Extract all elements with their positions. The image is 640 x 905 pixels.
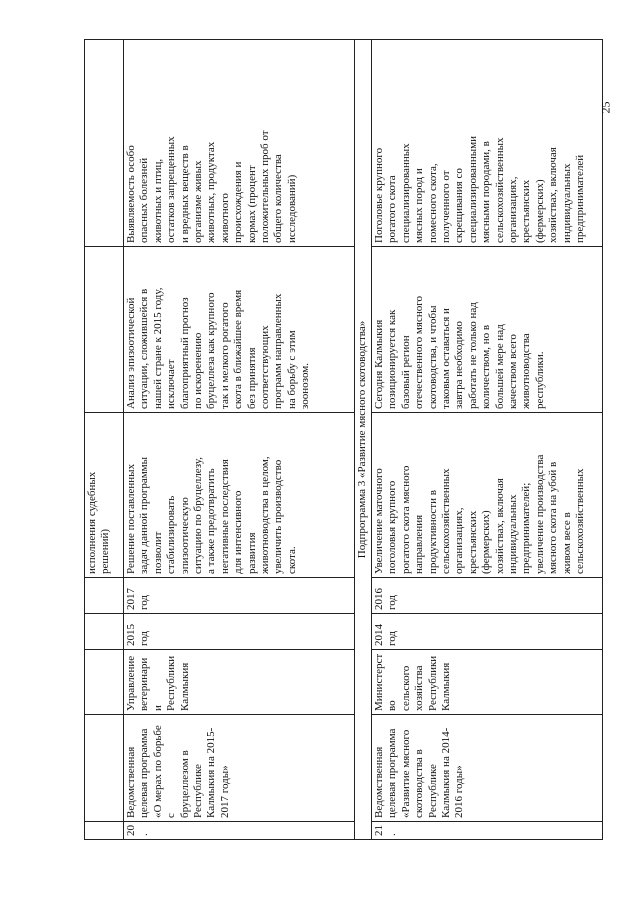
program-table bbox=[84, 39, 603, 840]
executor: Министерство сельского хозяйства Республики Калмыкия bbox=[372, 650, 603, 715]
subprogram-row bbox=[355, 40, 372, 840]
cont-name-cell bbox=[85, 715, 124, 822]
cont-end-cell bbox=[85, 578, 124, 614]
end-year: 2016 год bbox=[372, 578, 603, 614]
expected-result: Решение поставленных задач данной программы позволит стабилизировать эпизоотическую ситуацию по бруцеллезу, а также предотвратить негативные последствия для интенсивного развития животноводства в целом, увеличить производство скота. bbox=[124, 413, 355, 578]
non-implementation-consequences: Анализ эпизоотической ситуации, сложившейся в нашей стране к 2015 году, исключает благоприятный прогноз по искоренению бруцеллеза как крупного так и мелкого рогатого скота в ближайшее время без принятия соответствующих программ направленных на борьбу с этим зоонозом. bbox=[124, 247, 355, 413]
page-number: 25 bbox=[598, 101, 613, 114]
row-number: 20. bbox=[124, 822, 355, 840]
program-name: Ведомственная целевая программа «О мерах по борьбе с бруцеллезом в Республике Калмыкия на 2015- 2017 годы» bbox=[124, 715, 355, 822]
table-row bbox=[372, 40, 603, 840]
cont-start-cell bbox=[85, 614, 124, 650]
subprogram-title: Подпрограмма 3 «Развитие мясного скотоводства» bbox=[355, 40, 372, 840]
start-year: 2015 год bbox=[124, 614, 355, 650]
cont-executor-cell bbox=[85, 650, 124, 715]
start-year: 2014 год bbox=[372, 614, 603, 650]
cont-consequences-cell bbox=[85, 247, 124, 413]
indicator-link: Поголовье крупного рогатого скота специализированных мясных пород и помесного скота, полученного от скрещивания со специализированными мясными породами, в сельскохозяйственных организациях, крестьянских (фермерских) хозяйствах, включая индивидуальных предпринимателей bbox=[372, 40, 603, 247]
cont-indicator-cell bbox=[85, 40, 124, 247]
expected-result: Увеличение маточного поголовья крупного рогатого скота мясного направления продуктивности в сельскохозяйственных организациях, крестьянских (фермерских) хозяйствах, включая индивидуальных предпринимателей; увеличение производства мясного скота на убой в живом весе в сельскохозяйственных bbox=[372, 413, 603, 578]
end-year: 2017 год bbox=[124, 578, 355, 614]
rotated-table-container bbox=[84, 40, 624, 840]
indicator-link: Выявляемость особо опасных болезней животных и птиц, остатков запрещенных и вредных веществ в организме живых животных, продуктах животного происхождения и кормах (процент положительных проб от общего количества исследований) bbox=[124, 40, 355, 247]
executor: Управление ветеринарии Республики Калмыкия bbox=[124, 650, 355, 715]
cont-result-cell: исполнения судебных решений) bbox=[85, 413, 124, 578]
non-implementation-consequences: Сегодня Калмыкия позиционируется как базовый регион отечественного мясного скотоводства, и чтобы таковым оставаться и завтра необходимо работать не только над количеством, но в большей мере над качеством всего животноводства республики. bbox=[372, 247, 603, 413]
program-name: Ведомственная целевая программа «Развитие мясного скотоводства в Республике Калмыкия на 2014- 2016 годы» bbox=[372, 715, 603, 822]
continuation-row bbox=[85, 40, 124, 840]
table-row bbox=[124, 40, 355, 840]
row-number: 21. bbox=[372, 822, 603, 840]
cont-num-cell bbox=[85, 822, 124, 840]
